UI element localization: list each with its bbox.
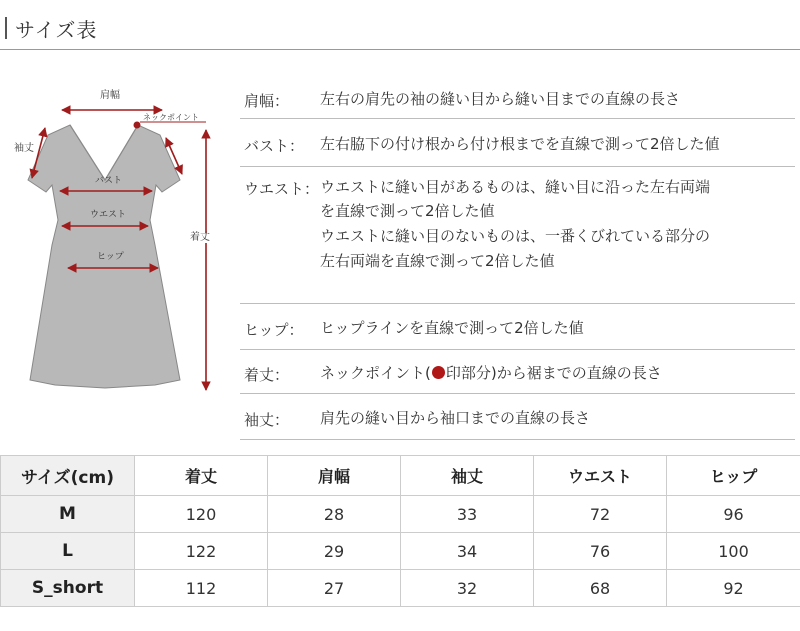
- table-row: [1, 570, 800, 607]
- neck-point-dot: [134, 122, 141, 129]
- label-sodetake: 袖丈: [14, 143, 34, 154]
- definition-row: [240, 304, 795, 350]
- label-katahaba: 肩幅: [100, 90, 120, 101]
- table-cell: 34: [401, 533, 534, 570]
- page-header: [0, 0, 800, 52]
- table-cell: 100: [667, 533, 800, 570]
- table-cell: 96: [667, 496, 800, 533]
- definition-row: [240, 394, 795, 440]
- definition-term: ウエスト：: [244, 180, 320, 198]
- definition-text: 左右両端を直線で測って2倍した値: [320, 252, 555, 270]
- row-header-size: S_short: [1, 570, 135, 607]
- table-cell: 29: [268, 533, 401, 570]
- table-cell: 76: [534, 533, 667, 570]
- column-header-katahaba: 肩幅: [268, 456, 401, 496]
- definition-term: 袖丈：: [244, 411, 290, 429]
- table-cell: 72: [534, 496, 667, 533]
- table-cell: 27: [268, 570, 401, 607]
- definition-row: [240, 76, 795, 119]
- definition-term: 肩幅：: [244, 92, 290, 110]
- definition-text: ヒップラインを直線で測って2倍した値: [320, 319, 584, 337]
- header-accent-bar: [5, 17, 7, 39]
- column-header-waist: ウエスト: [534, 456, 667, 496]
- label-hip: ヒップ: [97, 252, 124, 262]
- size-table: [0, 455, 800, 607]
- column-header-sodetake: 袖丈: [401, 456, 534, 496]
- table-cell: 92: [667, 570, 800, 607]
- definition-text: を直線で測って2倍した値: [320, 202, 495, 220]
- definition-text: ウエストに縫い目のないものは、一番くびれている部分の: [320, 227, 711, 245]
- table-cell: 33: [401, 496, 534, 533]
- definition-text: 肩先の縫い目から袖口までの直線の長さ: [320, 409, 591, 427]
- definition-text-post: 印部分)から裾までの直線の長さ: [445, 364, 662, 382]
- header-divider: [0, 49, 800, 50]
- column-header-hip: ヒップ: [667, 456, 800, 496]
- label-waist: ウエスト: [90, 210, 127, 220]
- definition-text-pre: ネックポイント(: [320, 364, 431, 382]
- definition-text: 左右脇下の付け根から付け根までを直線で測って2倍した値: [320, 135, 720, 153]
- definition-text: 左右の肩先の袖の縫い目から縫い目までの直線の長さ: [320, 90, 681, 108]
- definition-row: [240, 350, 795, 394]
- definition-text: [320, 360, 662, 386]
- measurement-definitions: [240, 76, 795, 440]
- page-title: サイズ表: [15, 18, 98, 42]
- definition-term: バスト：: [244, 137, 305, 155]
- definition-term: 着丈：: [244, 366, 290, 384]
- size-table-header-row: [1, 456, 800, 496]
- definition-term: ヒップ：: [244, 321, 304, 339]
- column-header-kitake: 着丈: [135, 456, 268, 496]
- row-header-size: L: [1, 533, 135, 570]
- definition-text: ウエストに縫い目があるものは、縫い目に沿った左右両端: [320, 178, 711, 196]
- definition-row: [240, 167, 795, 304]
- table-cell: 120: [135, 496, 268, 533]
- table-cell: 122: [135, 533, 268, 570]
- definition-row: [240, 119, 795, 167]
- column-header-size: サイズ(cm): [1, 456, 135, 496]
- table-cell: 32: [401, 570, 534, 607]
- table-cell: 68: [534, 570, 667, 607]
- label-kitake: 着丈: [190, 232, 210, 243]
- label-bust: バスト: [95, 176, 123, 186]
- table-row: [1, 496, 800, 533]
- label-neck-point: ネックポイント: [143, 113, 199, 122]
- dress-diagram: [10, 80, 225, 400]
- row-header-size: M: [1, 496, 135, 533]
- table-row: [1, 533, 800, 570]
- red-dot-icon: [432, 366, 445, 379]
- table-cell: 112: [135, 570, 268, 607]
- table-cell: 28: [268, 496, 401, 533]
